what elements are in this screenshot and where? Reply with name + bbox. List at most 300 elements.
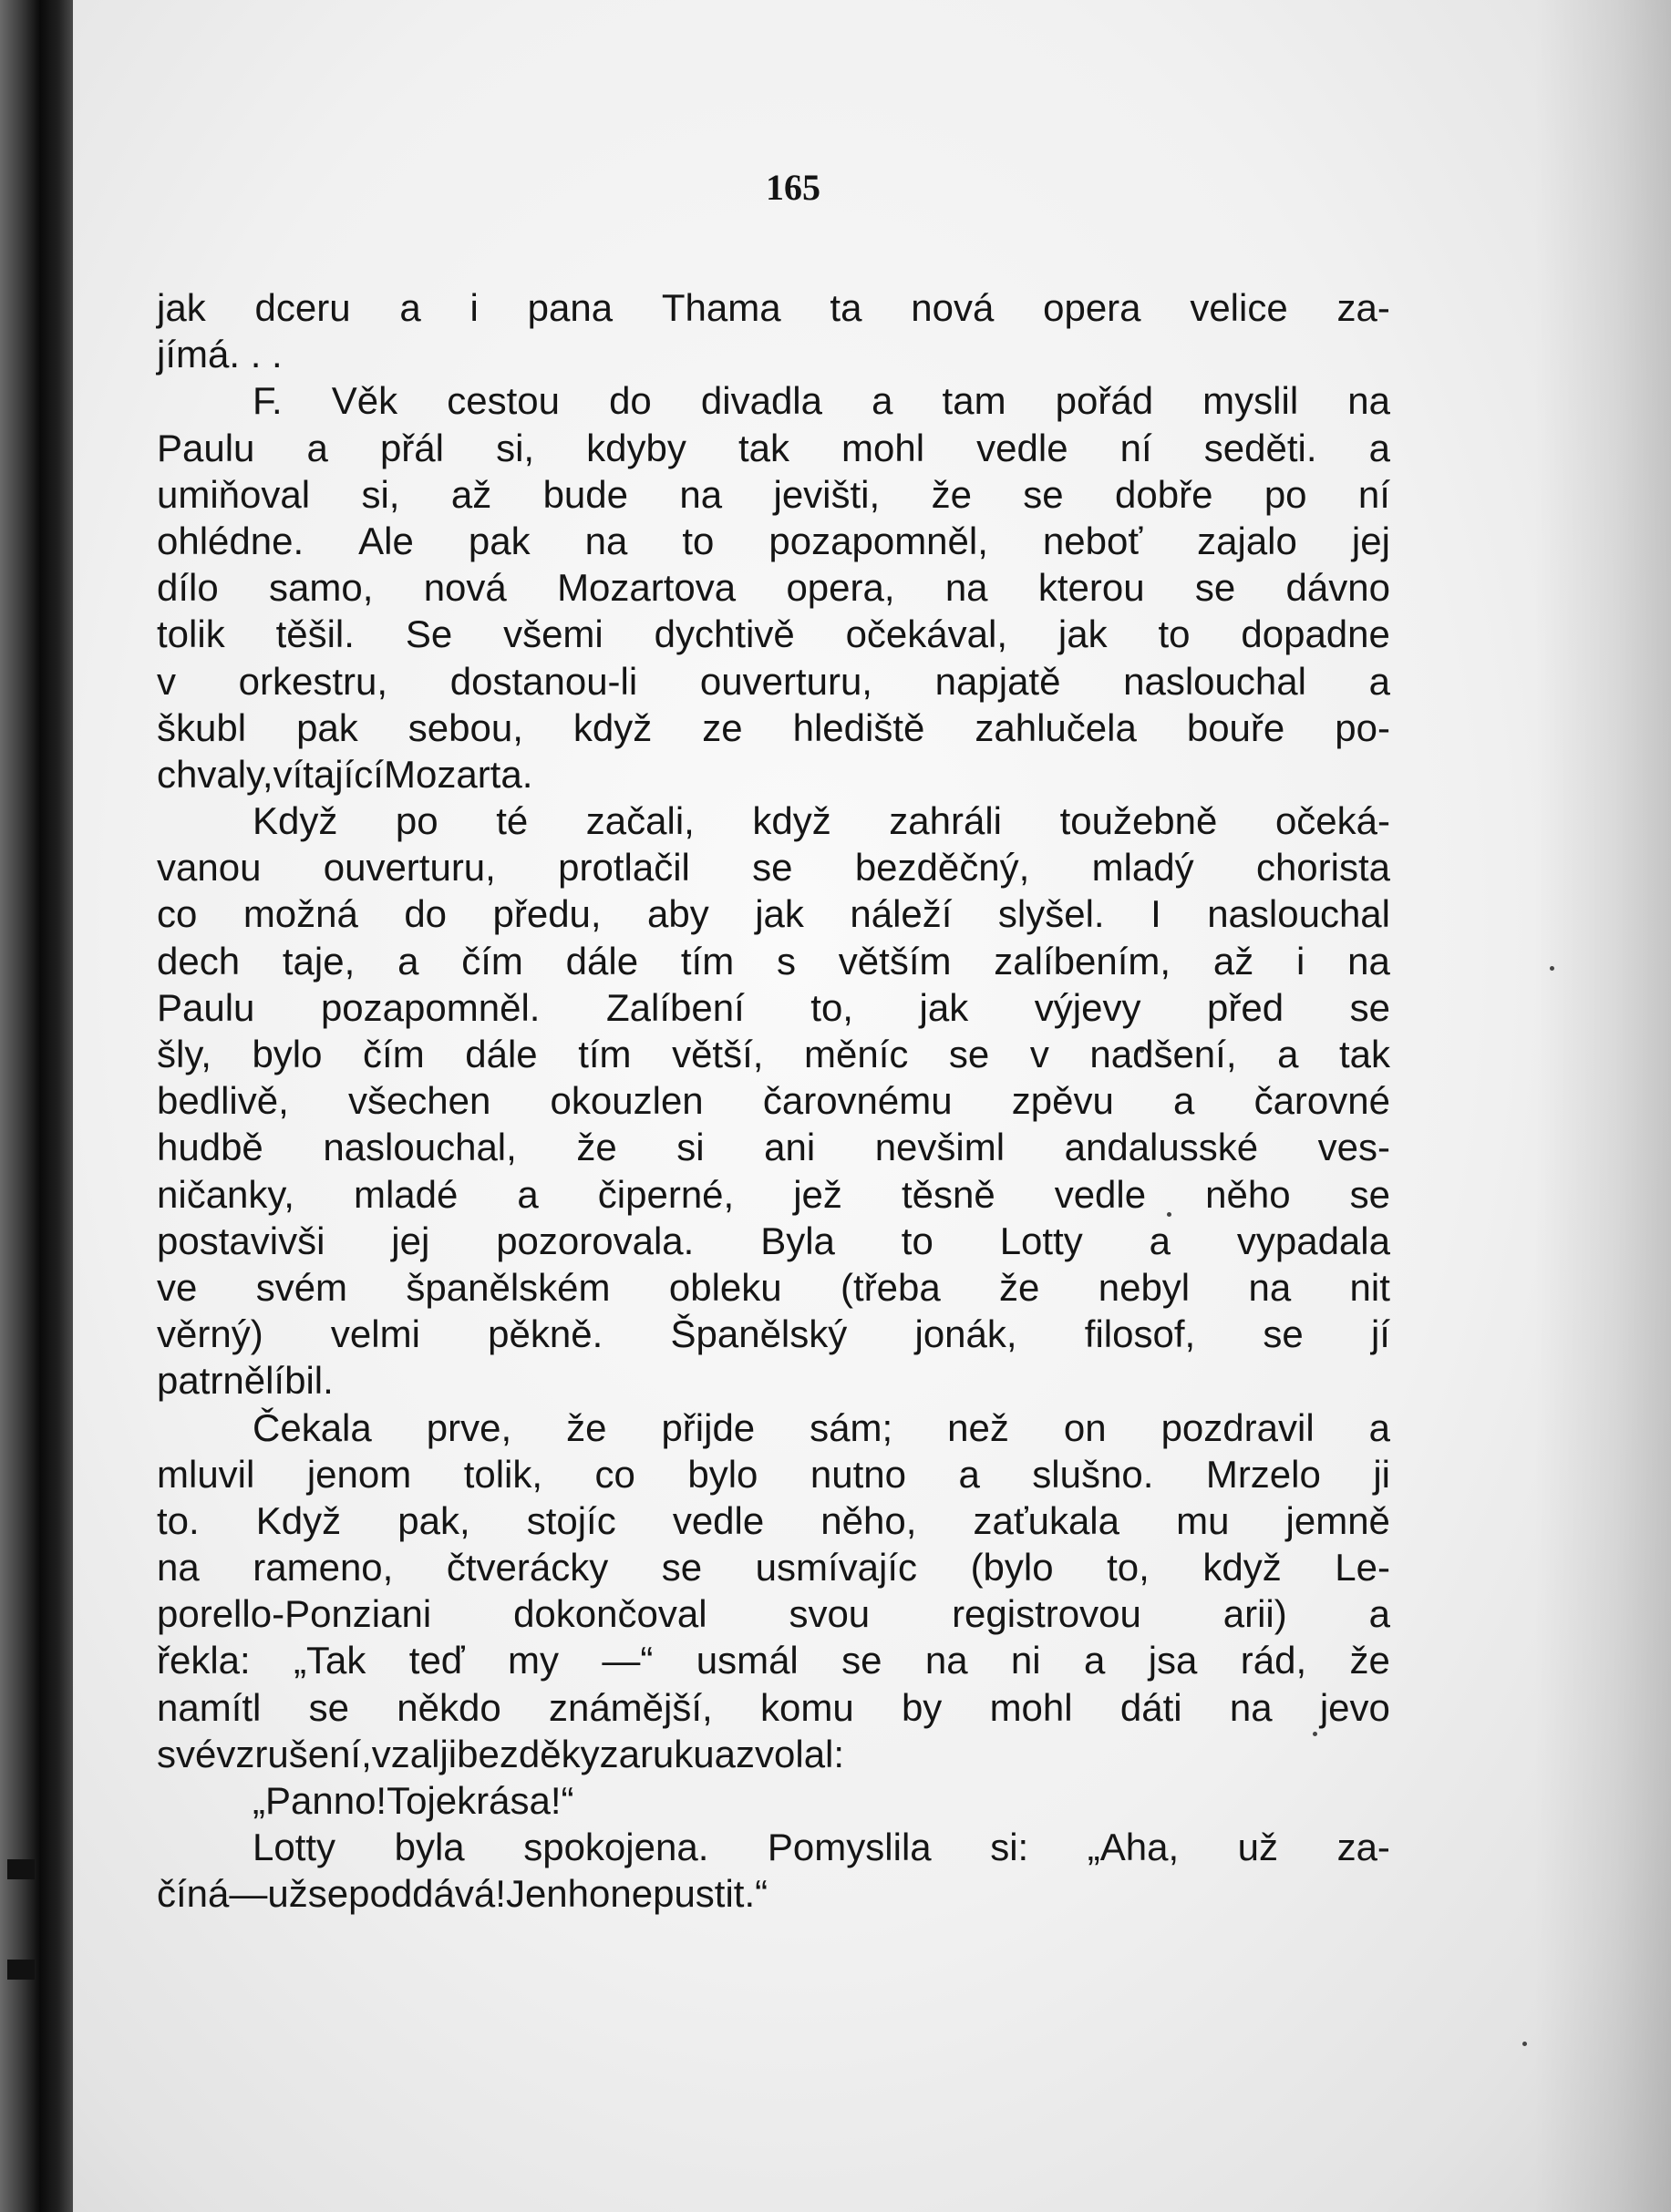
word: svou bbox=[789, 1592, 871, 1636]
word: na bbox=[1347, 379, 1390, 423]
text-line bbox=[157, 1218, 1390, 1264]
word: to, bbox=[810, 985, 853, 1029]
word: napjatě bbox=[934, 659, 1061, 703]
word: pak bbox=[296, 705, 358, 749]
text-line bbox=[157, 518, 1390, 564]
word: ničanky, bbox=[157, 1172, 294, 1216]
word: Zalíbení bbox=[605, 985, 745, 1029]
word: všechen bbox=[347, 1079, 491, 1123]
word: po- bbox=[1335, 705, 1390, 749]
word: porello-Ponziani bbox=[157, 1592, 432, 1636]
spine-notch bbox=[7, 1859, 35, 1879]
dust-speck bbox=[1522, 2042, 1527, 2046]
word: do bbox=[404, 892, 448, 936]
word: — bbox=[229, 1872, 268, 1916]
word: že bbox=[999, 1265, 1040, 1309]
word: po bbox=[395, 799, 438, 843]
word: začali, bbox=[585, 799, 695, 843]
text-line bbox=[157, 938, 1390, 984]
word: že bbox=[931, 472, 972, 516]
word: na bbox=[1248, 1265, 1292, 1309]
word: vanou bbox=[157, 846, 262, 890]
word: své bbox=[157, 1732, 217, 1775]
word: zahráli bbox=[889, 799, 1003, 843]
word: arii) bbox=[1222, 1592, 1287, 1636]
word: myslil bbox=[1202, 379, 1299, 423]
word: orkestru, bbox=[238, 659, 388, 703]
word: tak bbox=[738, 426, 789, 469]
word: jak bbox=[157, 286, 206, 329]
word: Když bbox=[255, 1498, 342, 1542]
word: dceru bbox=[254, 286, 351, 329]
word: a bbox=[1368, 1405, 1390, 1449]
word: jej bbox=[391, 1219, 430, 1262]
text-line bbox=[157, 705, 1390, 751]
word: pořád bbox=[1055, 379, 1154, 423]
word: rameno, bbox=[253, 1546, 394, 1590]
word: líbil. bbox=[265, 1359, 334, 1403]
word: zaťukala bbox=[973, 1498, 1119, 1542]
word: mu bbox=[1176, 1498, 1230, 1542]
word: Ale bbox=[358, 519, 414, 562]
word: a bbox=[1083, 1639, 1106, 1682]
word: čtverácky bbox=[446, 1546, 609, 1590]
word: si, bbox=[361, 472, 400, 516]
word: vítající bbox=[273, 752, 384, 796]
word: ohlédne. bbox=[157, 519, 304, 562]
word: postavivši bbox=[157, 1219, 325, 1262]
word: vedle bbox=[1054, 1172, 1147, 1216]
word: Paulu bbox=[157, 985, 255, 1029]
word: na bbox=[1347, 939, 1390, 983]
word: ta bbox=[830, 286, 862, 329]
word: a bbox=[399, 286, 421, 329]
word: že bbox=[566, 1405, 607, 1449]
word: na bbox=[1229, 1685, 1273, 1729]
text-line bbox=[157, 1590, 1390, 1637]
word: a bbox=[1277, 1033, 1299, 1075]
word: pak bbox=[468, 519, 531, 562]
word: si: bbox=[990, 1826, 1029, 1869]
word: stojíc bbox=[526, 1498, 616, 1542]
word: s bbox=[777, 939, 796, 983]
word: na bbox=[679, 472, 723, 516]
word: jak bbox=[755, 892, 804, 936]
word: Čekala bbox=[253, 1405, 372, 1449]
word: se bbox=[948, 1033, 990, 1075]
word: větším bbox=[838, 939, 952, 983]
word: už bbox=[1237, 1826, 1279, 1869]
text-line bbox=[157, 611, 1390, 657]
word: bezděky bbox=[457, 1732, 600, 1775]
word: (třeba bbox=[840, 1265, 941, 1309]
text-line bbox=[157, 471, 1390, 518]
word: bouře bbox=[1186, 705, 1285, 749]
text-line bbox=[157, 1077, 1390, 1124]
word: jej bbox=[1351, 519, 1390, 562]
word: ze bbox=[702, 705, 743, 749]
dust-speck bbox=[1550, 966, 1554, 971]
word: kdyby bbox=[586, 426, 686, 469]
text-line bbox=[157, 1404, 1390, 1451]
word: číná bbox=[157, 1872, 230, 1916]
word: jež bbox=[793, 1172, 842, 1216]
word: Španělský bbox=[670, 1312, 848, 1356]
word: na bbox=[157, 1546, 200, 1590]
word: dychtivě bbox=[654, 612, 795, 656]
text-line bbox=[157, 1031, 1390, 1077]
word: sebou, bbox=[407, 705, 523, 749]
text-line bbox=[157, 284, 1390, 331]
word: ruku bbox=[639, 1732, 715, 1775]
word: namítl bbox=[157, 1685, 262, 1729]
word: ves- bbox=[1317, 1126, 1390, 1169]
spine-notch bbox=[7, 1960, 35, 1980]
word: dobře bbox=[1115, 472, 1213, 516]
word: divadla bbox=[700, 379, 822, 423]
word: svém bbox=[255, 1265, 348, 1309]
word: okouzlen bbox=[550, 1079, 704, 1123]
word: byla bbox=[394, 1826, 465, 1869]
word: zalíbením, bbox=[994, 939, 1171, 983]
word: filosof, bbox=[1084, 1312, 1196, 1356]
word: a bbox=[1173, 1079, 1195, 1123]
word: registrovou bbox=[952, 1592, 1141, 1636]
word: F. bbox=[253, 379, 283, 423]
word: slyšel. bbox=[997, 892, 1105, 936]
word: pozapomněl. bbox=[320, 985, 541, 1029]
body-text bbox=[157, 284, 1390, 1918]
word: jevišti, bbox=[773, 472, 881, 516]
word: čím bbox=[363, 1033, 425, 1075]
word: té bbox=[496, 799, 529, 843]
word: dostanou-li bbox=[449, 659, 638, 703]
text-line bbox=[157, 1124, 1390, 1170]
word: taje, bbox=[282, 939, 356, 983]
word: než bbox=[947, 1405, 1009, 1449]
word: dokončoval bbox=[513, 1592, 707, 1636]
word: cestou bbox=[447, 379, 560, 423]
word: nevšiml bbox=[874, 1126, 1006, 1169]
word: I bbox=[1150, 892, 1161, 936]
word: nová bbox=[911, 286, 995, 329]
word: vypadala bbox=[1236, 1219, 1390, 1262]
word: za bbox=[599, 1732, 640, 1775]
word: když bbox=[572, 705, 653, 749]
word: bylo bbox=[252, 1033, 323, 1075]
word: za- bbox=[1336, 1826, 1390, 1869]
word: ji bbox=[439, 1732, 458, 1775]
text-line bbox=[157, 1870, 1390, 1917]
word: samo, bbox=[269, 566, 374, 610]
book-spine bbox=[0, 0, 73, 2212]
word: mohl bbox=[841, 426, 925, 469]
word: on bbox=[1063, 1405, 1107, 1449]
word: se bbox=[752, 846, 793, 890]
word: do bbox=[609, 379, 652, 423]
word: jak bbox=[919, 985, 969, 1029]
word: to bbox=[682, 519, 715, 562]
word: zajalo bbox=[1197, 519, 1297, 562]
word: dílo bbox=[157, 566, 219, 610]
word: sám; bbox=[810, 1405, 893, 1449]
word: když bbox=[752, 799, 831, 843]
word: něho bbox=[1205, 1172, 1291, 1216]
word: Jen bbox=[505, 1872, 568, 1916]
word: Když bbox=[253, 799, 338, 843]
word: a bbox=[1368, 659, 1390, 703]
word: chorista bbox=[1255, 846, 1390, 890]
word: to. bbox=[157, 1498, 200, 1542]
text-line bbox=[157, 1264, 1390, 1311]
word: kterou bbox=[1037, 566, 1145, 610]
word: usmívajíc bbox=[755, 1546, 918, 1590]
word: v bbox=[157, 659, 176, 703]
word: zahlučela bbox=[975, 705, 1137, 749]
word: komu bbox=[759, 1685, 854, 1729]
word: něho, bbox=[820, 1498, 917, 1542]
word: tolik, bbox=[463, 1452, 543, 1496]
word: teď bbox=[408, 1639, 465, 1682]
text-line bbox=[157, 1684, 1390, 1731]
word: větší, bbox=[672, 1033, 764, 1075]
word: jenom bbox=[306, 1452, 412, 1496]
word: Lotty bbox=[253, 1826, 336, 1869]
word: mladé bbox=[353, 1172, 459, 1216]
word: slušno. bbox=[1032, 1452, 1154, 1496]
word: věrný) bbox=[157, 1312, 263, 1356]
word: až bbox=[450, 472, 492, 516]
word: předu, bbox=[492, 892, 602, 936]
word: jonák, bbox=[914, 1312, 1017, 1356]
word: ní bbox=[1357, 472, 1390, 516]
word: a bbox=[1149, 1219, 1171, 1262]
word: Pomyslila bbox=[767, 1826, 932, 1869]
word: přál bbox=[379, 426, 444, 469]
text-line bbox=[157, 1357, 1390, 1404]
word: tak bbox=[1338, 1033, 1390, 1075]
word: čarovnému bbox=[762, 1079, 953, 1123]
word: když bbox=[1202, 1546, 1282, 1590]
text-line bbox=[157, 890, 1390, 937]
word: se bbox=[307, 1872, 349, 1916]
word: ve bbox=[157, 1265, 198, 1309]
word: neboť bbox=[1042, 519, 1143, 562]
text-line bbox=[157, 1451, 1390, 1497]
text-line bbox=[157, 984, 1390, 1031]
word: co bbox=[157, 892, 198, 936]
word: pak, bbox=[397, 1498, 470, 1542]
word: ho bbox=[567, 1872, 611, 1916]
word: tím bbox=[578, 1033, 632, 1075]
word: možná bbox=[242, 892, 358, 936]
text-line bbox=[157, 1311, 1390, 1357]
text-line bbox=[157, 844, 1390, 890]
word: —“ bbox=[602, 1639, 654, 1682]
word: dáti bbox=[1119, 1685, 1182, 1729]
word: Se bbox=[405, 612, 453, 656]
text-line bbox=[157, 751, 1390, 797]
word: v bbox=[1029, 1033, 1049, 1075]
word: protlačil bbox=[558, 846, 690, 890]
text-line bbox=[157, 658, 1390, 705]
word: přijde bbox=[661, 1405, 756, 1449]
word: seděti. bbox=[1203, 426, 1317, 469]
text-line bbox=[157, 1824, 1390, 1870]
word: „Tak bbox=[294, 1639, 366, 1682]
word: bedlivě, bbox=[157, 1079, 289, 1123]
word: i bbox=[469, 286, 479, 329]
word: ji bbox=[1373, 1452, 1390, 1496]
word: se bbox=[1194, 566, 1236, 610]
word: To bbox=[387, 1779, 428, 1822]
word: si bbox=[676, 1126, 705, 1169]
word: Lotty bbox=[999, 1219, 1083, 1262]
word: se bbox=[1349, 1172, 1390, 1216]
word: bylo bbox=[687, 1452, 758, 1496]
word: a bbox=[1368, 1592, 1390, 1636]
word: usmál bbox=[696, 1639, 799, 1682]
word: před bbox=[1206, 985, 1284, 1029]
word: „Aha, bbox=[1087, 1826, 1180, 1869]
word: opera bbox=[1043, 286, 1141, 329]
word: . . . bbox=[229, 333, 283, 376]
word: andalusské bbox=[1064, 1126, 1259, 1169]
word: očekával, bbox=[845, 612, 1008, 656]
word: a bbox=[714, 1732, 736, 1775]
word: se bbox=[1263, 1312, 1304, 1356]
word: to, bbox=[1107, 1546, 1150, 1590]
word: čím bbox=[461, 939, 523, 983]
word: známější, bbox=[548, 1685, 713, 1729]
word: pozorovala. bbox=[496, 1219, 695, 1262]
word: vzrušení, bbox=[216, 1732, 372, 1775]
word: to bbox=[1158, 612, 1191, 656]
word: šly, bbox=[157, 1033, 211, 1075]
word: se bbox=[308, 1685, 349, 1729]
word: nit bbox=[1349, 1265, 1390, 1309]
word: ní bbox=[1119, 426, 1152, 469]
text-line bbox=[157, 564, 1390, 611]
word: těšil. bbox=[275, 612, 355, 656]
word: velmi bbox=[330, 1312, 420, 1356]
word: jsa bbox=[1148, 1639, 1198, 1682]
word: zvolal: bbox=[736, 1732, 845, 1775]
word: náleží bbox=[850, 892, 953, 936]
page-number: 165 bbox=[766, 167, 820, 208]
word: a bbox=[1368, 426, 1390, 469]
word: dávno bbox=[1285, 566, 1390, 610]
word: aby bbox=[647, 892, 709, 936]
word: zpěvu bbox=[1011, 1079, 1114, 1123]
word: očeká- bbox=[1274, 799, 1390, 843]
word: prve, bbox=[426, 1405, 512, 1449]
text-line bbox=[157, 1777, 1390, 1824]
text-line bbox=[157, 797, 1390, 844]
word: Mozartova bbox=[557, 566, 737, 610]
word: ani bbox=[764, 1126, 816, 1169]
text-line bbox=[157, 1637, 1390, 1683]
word: krása!“ bbox=[457, 1779, 574, 1822]
word: jímá bbox=[157, 333, 230, 376]
word: měníc bbox=[804, 1033, 909, 1075]
word: nebyl bbox=[1098, 1265, 1191, 1309]
word: co bbox=[594, 1452, 635, 1496]
word: (bylo bbox=[970, 1546, 1054, 1590]
text-line bbox=[157, 1731, 1390, 1777]
word: na bbox=[944, 566, 988, 610]
page-edge-shadow bbox=[1534, 0, 1671, 2212]
word: a bbox=[397, 939, 419, 983]
word: dále bbox=[465, 1033, 538, 1075]
word: Le- bbox=[1335, 1546, 1390, 1590]
word: tím bbox=[680, 939, 735, 983]
word: se bbox=[661, 1546, 703, 1590]
word: bude bbox=[542, 472, 629, 516]
word: vedle bbox=[672, 1498, 765, 1542]
word: mladý bbox=[1091, 846, 1194, 890]
word: naslouchal bbox=[1123, 659, 1306, 703]
word: Paulu bbox=[157, 426, 255, 469]
word: i bbox=[1296, 939, 1305, 983]
text-line bbox=[157, 1171, 1390, 1218]
word: vedle bbox=[976, 426, 1068, 469]
word: naslouchal bbox=[1207, 892, 1390, 936]
word: jemně bbox=[1285, 1498, 1390, 1542]
word: čarovné bbox=[1253, 1079, 1390, 1123]
word: ouverturu, bbox=[323, 846, 496, 890]
word: toužebně bbox=[1059, 799, 1218, 843]
word: pěkně. bbox=[488, 1312, 603, 1356]
word: Mrzelo bbox=[1205, 1452, 1321, 1496]
word: a bbox=[517, 1172, 539, 1216]
word: nutno bbox=[810, 1452, 906, 1496]
text-line bbox=[157, 1544, 1390, 1590]
word: po bbox=[1264, 472, 1307, 516]
word: že bbox=[1349, 1639, 1390, 1682]
word: je bbox=[427, 1779, 458, 1822]
word: jak bbox=[1057, 612, 1108, 656]
word: a bbox=[872, 379, 893, 423]
word: umiňoval bbox=[157, 472, 311, 516]
word: už bbox=[267, 1872, 308, 1916]
word: Thama bbox=[661, 286, 781, 329]
word: škubl bbox=[157, 705, 247, 749]
word: bezděčný, bbox=[854, 846, 1030, 890]
text-line bbox=[157, 377, 1390, 424]
word: tam bbox=[942, 379, 1006, 423]
word: a bbox=[306, 426, 328, 469]
word: a bbox=[958, 1452, 980, 1496]
text-line bbox=[157, 425, 1390, 471]
word: velice bbox=[1190, 286, 1288, 329]
word: pozapomněl, bbox=[768, 519, 988, 562]
word: hudbě bbox=[157, 1126, 263, 1169]
word: na bbox=[924, 1639, 968, 1682]
word: těsně bbox=[901, 1172, 995, 1216]
word: se bbox=[1023, 472, 1064, 516]
word: vzal bbox=[371, 1732, 440, 1775]
word: někdo bbox=[397, 1685, 501, 1729]
word: dopadne bbox=[1241, 612, 1390, 656]
word: španělském bbox=[406, 1265, 611, 1309]
word: až bbox=[1212, 939, 1254, 983]
word: to bbox=[901, 1219, 933, 1262]
word: dále bbox=[565, 939, 639, 983]
word: Byla bbox=[760, 1219, 835, 1262]
word: patrně bbox=[157, 1359, 266, 1403]
word: rád, bbox=[1240, 1639, 1307, 1682]
